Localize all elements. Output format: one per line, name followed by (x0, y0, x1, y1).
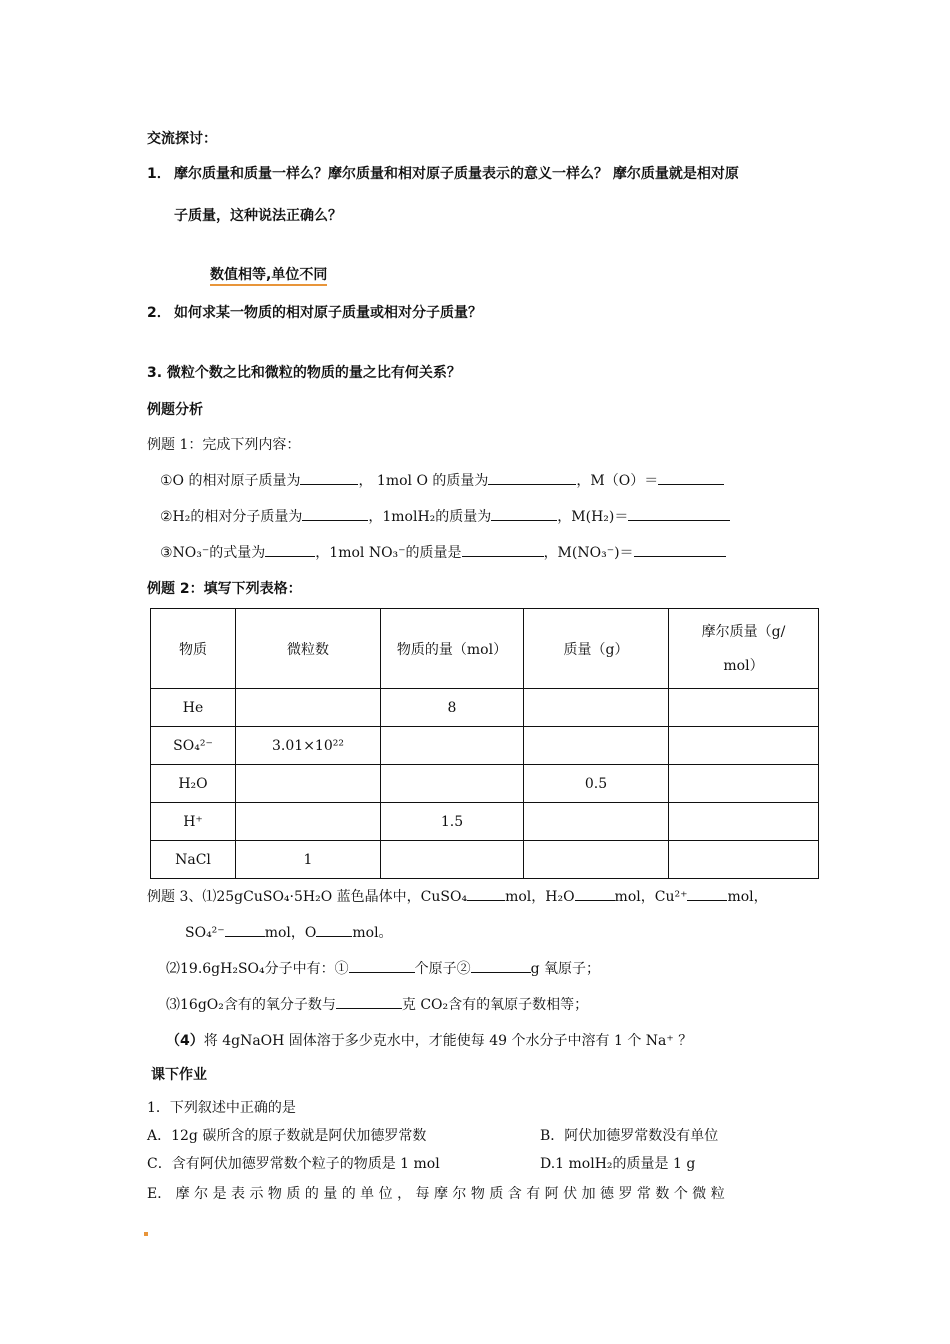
question-1-line-1: 摩尔质量和质量一样么？摩尔质量和相对原子质量表示的意义一样么？ 摩尔质量就是相对原 (174, 166, 739, 182)
table-row (151, 841, 819, 879)
blank[interactable] (467, 886, 505, 901)
cell[interactable] (669, 765, 819, 803)
cell[interactable] (524, 841, 669, 879)
header-molar-mass-1: 摩尔质量（g/ (701, 623, 786, 640)
table-row (151, 803, 819, 841)
ex3-l1-part-c: mol，Cu²⁺ (614, 889, 688, 905)
ex3-l5-number: （4） (166, 1033, 204, 1049)
cell[interactable] (236, 803, 381, 841)
ex1-l2-part-c: ，M(H₂)＝ (557, 509, 629, 525)
cell[interactable] (524, 689, 669, 727)
question-1-line-2: 子质量，这种说法正确么？ (174, 208, 342, 224)
header-cell: 物质 (151, 609, 236, 689)
ex1-l1-part-c: ，M（O）＝ (576, 473, 659, 489)
blank[interactable] (336, 994, 402, 1009)
ex3-l2-part-a: SO₄²⁻ (185, 925, 225, 941)
homework-heading: 课下作业 (151, 1067, 207, 1083)
cell: H⁺ (151, 803, 236, 841)
question-3: 3. 微粒个数之比和微粒的物质的量之比有何关系？ (147, 365, 461, 381)
table-row (151, 689, 819, 727)
cell[interactable] (669, 803, 819, 841)
cell[interactable] (669, 689, 819, 727)
blank[interactable] (225, 922, 265, 937)
example-1-line-2 (160, 506, 730, 526)
ex1-l1-part-b: ， 1mol O 的质量为 (358, 473, 489, 489)
ex1-l3-part-c: ，M(NO₃⁻)＝ (543, 545, 634, 561)
option-b: B．阿伏加德罗常数没有单位 (540, 1128, 719, 1144)
ex3-l2-part-c: mol。 (352, 925, 393, 941)
blank[interactable] (575, 886, 615, 901)
example-2-title: 例题 2：填写下列表格： (147, 581, 302, 597)
cell: 3.01×10²² (236, 727, 381, 765)
cell: 8 (381, 689, 524, 727)
examples-heading: 例题分析 (147, 402, 203, 418)
option-c: C．含有阿伏加德罗常数个粒子的物质是 1 mol (147, 1156, 440, 1172)
header-cell: 微粒数 (236, 609, 381, 689)
cell: H₂O (151, 765, 236, 803)
cell: 0.5 (524, 765, 669, 803)
table-header-row (151, 609, 819, 689)
cell[interactable] (524, 803, 669, 841)
blank[interactable] (488, 470, 576, 485)
discussion-heading: 交流探讨： (147, 131, 217, 147)
example-3-line-2 (185, 922, 393, 942)
question-1-number: 1． (147, 166, 171, 182)
example-1-title: 例题 1：完成下列内容： (147, 437, 301, 453)
cell[interactable] (669, 727, 819, 765)
example-1-line-3 (160, 542, 726, 562)
table-row (151, 727, 819, 765)
blank[interactable] (634, 542, 726, 557)
ex3-l1-part-b: mol，H₂O (505, 889, 575, 905)
cell[interactable] (236, 689, 381, 727)
cell[interactable] (381, 841, 524, 879)
header-cell (669, 609, 819, 689)
option-d: D.1 molH₂的质量是 1 g (540, 1156, 696, 1172)
cell[interactable] (381, 765, 524, 803)
blank[interactable] (491, 506, 557, 521)
ex3-l3-part-a: ⑵19.6gH₂SO₄分子中有：① (166, 961, 349, 977)
cell: SO₄²⁻ (151, 727, 236, 765)
option-e: E． 摩 尔 是 表 示 物 质 的 量 的 单 位 ， 每 摩 尔 物 质 含 有 阿 伏 加 德 罗 常 数 个 微 粒 (147, 1186, 725, 1202)
blank[interactable] (300, 470, 358, 485)
question-2: 如何求某一物质的相对原子质量或相对分子质量？ (174, 305, 482, 321)
ex1-l1-part-a: ①O 的相对原子质量为 (160, 473, 301, 489)
question-2-number: 2． (147, 305, 171, 321)
cell[interactable] (381, 727, 524, 765)
table-row (151, 765, 819, 803)
ex3-l3-part-b: 个原子② (414, 961, 471, 977)
blank[interactable] (349, 958, 415, 973)
ex3-l2-part-b: mol，O (264, 925, 317, 941)
cell: NaCl (151, 841, 236, 879)
mark-dot (144, 1232, 148, 1236)
cell[interactable] (524, 727, 669, 765)
header-cell: 物质的量（mol） (381, 609, 524, 689)
blank[interactable] (462, 542, 544, 557)
ex1-l2-part-a: ②H₂的相对分子质量为 (160, 509, 303, 525)
cell: 1.5 (381, 803, 524, 841)
ex3-l3-part-c: g 氧原子； (530, 961, 601, 977)
answer-text: 数值相等,单位不同 (210, 264, 327, 286)
header-cell: 质量（g） (524, 609, 669, 689)
data-table (150, 608, 819, 879)
cell[interactable] (669, 841, 819, 879)
ex1-l3-part-a: ③NO₃⁻的式量为 (160, 545, 266, 561)
ex3-l4-part-a: ⑶16gO₂含有的氧分子数与 (166, 997, 336, 1013)
header-molar-mass-2: mol） (723, 657, 764, 674)
option-a: A．12g 碳所含的原子数就是阿伏加德罗常数 (147, 1128, 427, 1144)
blank[interactable] (687, 886, 727, 901)
example-3-line-3 (166, 958, 600, 978)
example-3-line-4 (166, 994, 588, 1014)
ex3-l1-part-d: mol， (727, 889, 768, 905)
example-1-line-1 (160, 470, 724, 490)
ex3-l1-part-a: 例题 3、⑴25gCuSO₄·5H₂O 蓝色晶体中，CuSO₄ (147, 889, 468, 905)
blank[interactable] (265, 542, 315, 557)
ex1-l2-part-b: ，1molH₂的质量为 (368, 509, 492, 525)
homework-question-1: 1．下列叙述中正确的是 (147, 1100, 296, 1116)
ex1-l3-part-b: ，1mol NO₃⁻的质量是 (315, 545, 462, 561)
ex3-l5-text: 将 4gNaOH 固体溶于多少克水中，才能使每 49 个水分子中溶有 1 个 Na⁺ ？ (203, 1033, 693, 1049)
cell[interactable] (236, 765, 381, 803)
example-3-line-5 (166, 1030, 692, 1050)
blank[interactable] (628, 506, 730, 521)
cell: He (151, 689, 236, 727)
blank[interactable] (302, 506, 368, 521)
example-3-line-1 (147, 886, 768, 906)
blank[interactable] (316, 922, 352, 937)
blank[interactable] (471, 958, 531, 973)
cell: 1 (236, 841, 381, 879)
ex3-l4-part-b: 克 CO₂含有的氧原子数相等； (401, 997, 589, 1013)
blank[interactable] (658, 470, 724, 485)
